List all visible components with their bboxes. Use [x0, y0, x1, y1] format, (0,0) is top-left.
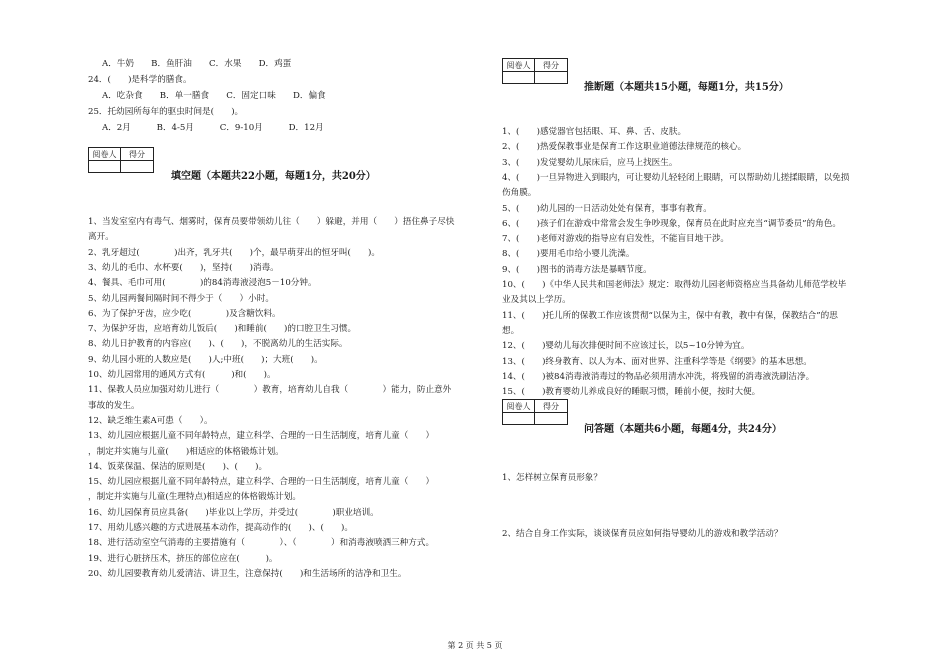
fill-question-line: 8、幼儿日护教育的内容应( )、( )，不脱离幼儿的生活实际。 [88, 339, 348, 350]
judge-question-line: 想。 [502, 325, 520, 336]
fill-question-line: 3、幼儿的毛巾、水杯要( )，坚持( )消毒。 [88, 262, 279, 273]
score-label: 得分 [535, 401, 567, 413]
judge-question-line: 1、( )感觉器官包括眼、耳、鼻、舌、皮肤。 [502, 127, 687, 137]
score-cell [535, 59, 567, 83]
fill-question-line: 2、乳牙超过( )出齐，乳牙共( )个，最早萌芽出的恒牙叫( )。 [88, 247, 380, 258]
score-box-fill [88, 147, 154, 173]
score-cell [535, 400, 567, 424]
judge-question-line: 伤角膜。 [502, 188, 537, 199]
q25-stem: 25．托幼园所每年的驱虫时间是( )。 [88, 107, 244, 117]
fill-question-line: 20、幼儿园要教育幼儿爱清洁、讲卫生，注意保持( )和生活场所的洁净和卫生。 [88, 568, 407, 579]
judge-section-title: 推断题（本题共15小题，每题1分，共15分） [584, 82, 789, 93]
judge-question-line: 15、( )教育婴幼儿养成良好的睡眠习惯，睡前小便，按时大便。 [502, 387, 761, 398]
fill-question-line: 9、幼儿园小班的人数应是( )人;中班( )；大班( )。 [88, 354, 323, 365]
page-footer: 第 2 页 共 5 页 [447, 641, 503, 650]
fill-question-line: 7、为保护牙齿，应培育幼儿饭后( )和睡前( )的口腔卫生习惯。 [88, 324, 357, 335]
judge-question-line: 13、( )终身教育、以人为本、面对世界、注重科学等是《纲要》的基本思想。 [502, 356, 812, 367]
judge-question-line: 12、( )婴幼儿每次排便时间不应该过长，以5~10分钟为宜。 [502, 341, 750, 352]
judge-question-line: 5、( )幼儿园的一日活动处处有保育，事事有教育。 [502, 203, 712, 214]
judge-question-line: 6、( )孩子们在游戏中常常会发生争吵现象，保育员在此时应充当“调节委员”的角色。 [502, 218, 841, 229]
fill-question-line: 14、饭菜保温、保洁的原则是( )、( )。 [88, 461, 268, 472]
judge-question-line: 11、( )托儿所的保教工作应该贯彻“以保为主，保中有教，教中有保，保教结合”的思 [502, 310, 838, 321]
q23-options: A．牛奶 B．鱼肝油 C．水果 D．鸡蛋 [102, 59, 292, 69]
score-box-qa [502, 399, 568, 425]
grader-cell [89, 148, 121, 172]
fill-question-line: 13、幼儿园应根据儿童不同年龄特点，建立科学、合理的一日生活制度，培育儿童（ ） [88, 431, 435, 442]
fill-question-line: 6、为了保护牙齿，应少吃( )及含糖饮料。 [88, 308, 281, 319]
judge-question-line: 8、( )要用毛巾给小婴儿洗澡。 [502, 249, 635, 260]
fill-question-line: 19、进行心脏挤压术，挤压的部位应在( )。 [88, 553, 278, 564]
fill-question-line: 15、幼儿园应根据儿童不同年龄特点，建立科学、合理的一日生活制度，培育儿童（ ） [88, 477, 435, 488]
fill-question-line: 5、幼儿园两餐间隔时间不得少于（ ）小时。 [88, 293, 274, 304]
judge-question-line: 业及其以上学历。 [502, 295, 571, 306]
judge-question-line: 2、( )热爱保教事业是保育工作这职业道德法律规范的核心。 [502, 142, 747, 153]
q24-options: A．吃杂食 B．单一膳食 C．固定口味 D．偏食 [102, 91, 326, 101]
judge-question-line: 9、( )图书的消毒方法是暴晒节度。 [502, 264, 652, 275]
qa-question-1: 1、怎样树立保育员形象？ [502, 473, 602, 483]
grader-label: 阅卷人 [503, 401, 534, 413]
fill-question-line: 16、幼儿园保育员应具备( )毕业以上学历，并受过( )职业培训。 [88, 507, 379, 518]
judge-question-line: 3、( )发觉婴幼儿尿床后，应马上找医生。 [502, 157, 678, 168]
fill-question-line: 12、缺乏维生素A可患（ ）。 [88, 415, 213, 426]
judge-question-line: 14、( )被84消毒液消毒过的物品必须用清水冲洗，将残留的消毒液洗刷洁净。 [502, 371, 815, 382]
fill-question-line: ，制定并实施与儿童( )相适应的体格锻炼计划。 [88, 446, 284, 457]
score-cell [121, 148, 153, 172]
fill-question-line: 离开。 [88, 232, 114, 243]
fill-question-line: 10、幼儿园常用的通风方式有( )和( )。 [88, 370, 276, 380]
fill-question-line: 4、餐具、毛巾可用( )的84消毒液浸泡5－10分钟。 [88, 278, 317, 289]
score-label: 得分 [121, 149, 153, 161]
grader-label: 阅卷人 [89, 149, 120, 161]
q24-stem: 24．( )是科学的膳食。 [88, 75, 192, 85]
fill-question-line: 1、当发室室内有毒气、烟雾时，保育员要带领幼儿往（ ）躲避，并用（ ）捂住鼻子尽快 [88, 217, 455, 227]
grader-label: 阅卷人 [503, 60, 534, 72]
judge-question-line: 7、( )老师对游戏的指导应有启发性，不能盲目地干涉。 [502, 234, 730, 245]
qa-question-2: 2、结合自身工作实际，谈谈保育员应如何指导婴幼儿的游戏和教学活动？ [502, 529, 783, 539]
judge-question-line: 10、( )《中华人民共和国老师法》规定：取得幼儿园老师资格应当具备幼儿师范学校毕 [502, 280, 847, 290]
qa-section-title: 问答题（本题共6小题，每题4分，共24分） [584, 424, 782, 435]
grader-cell [503, 400, 535, 424]
score-box-judge [502, 58, 568, 84]
judge-question-line: 4、( )一旦异物进入到眼内，可让婴幼儿轻轻闭上眼睛，可以帮助幼儿搓揉眼睛，以免损 [502, 172, 850, 183]
q25-options: A．2月 B．4-5月 C．9-10月 D．12月 [102, 123, 324, 133]
fill-question-line: 事故的发生。 [88, 400, 140, 411]
fill-question-line: 18、进行活动室空气消毒的主要措施有（ ）、（ ）和消毒液喷洒三种方式。 [88, 538, 435, 549]
fill-section-title: 填空题（本题共22小题，每题1分，共20分） [171, 171, 376, 182]
fill-question-line: 11、保教人员应加强对幼儿进行（ ）教育，培育幼儿自我（ ）能力，防止意外 [88, 385, 452, 396]
grader-cell [503, 59, 535, 83]
fill-question-line: 17、用幼儿感兴趣的方式进展基本动作，提高动作的( )、( )。 [88, 523, 353, 533]
score-label: 得分 [535, 60, 567, 72]
fill-question-line: ，制定并实施与儿童(生理特点)相适应的体格锻炼计划。 [88, 492, 301, 503]
